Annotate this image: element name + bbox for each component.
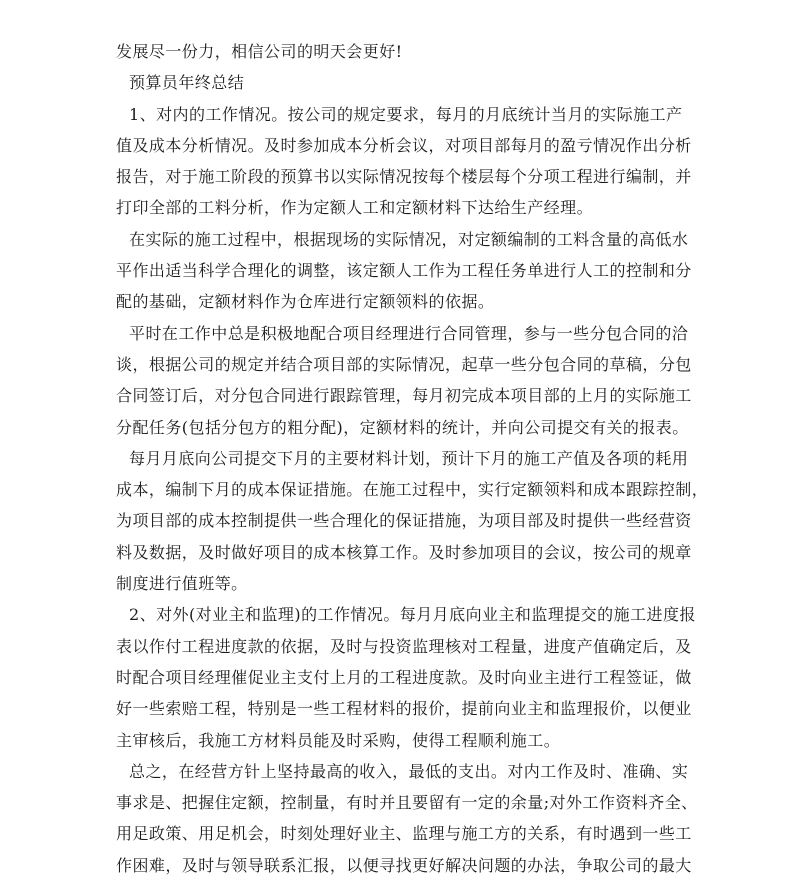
- text-line: 料及数据，及时做好项目的成本核算工作。及时参加项目的会议，按公司的规章: [116, 542, 692, 562]
- text-line: 作困难，及时与领导联系汇报，以便寻找更好解决问题的办法，争取公司的最大: [116, 855, 692, 875]
- section-title: 预算员年终总结: [129, 73, 245, 93]
- text-line: 平时在工作中总是积极地配合项目经理进行合同管理，参与一些分包合同的洽: [129, 323, 689, 343]
- text-line: 平作出适当科学合理化的调整，该定额人工作为工程任务单进行人工的控制和分: [116, 261, 692, 281]
- text-line: 为项目部的成本控制提供一些合理化的保证措施，为项目部及时提供一些经营资: [116, 511, 692, 531]
- text-line: 好一些索赔工程，特别是一些工程材料的报价，提前向业主和监理报价，以便业: [116, 699, 692, 719]
- text-line: 主审核后，我施工方材料员能及时采购，使得工程顺利施工。: [116, 730, 561, 750]
- text-line: 表以作付工程进度款的依据，及时与投资监理核对工程量，进度产值确定后，及: [116, 636, 692, 656]
- text-line: 配的基础，定额材料作为仓库进行定额领料的依据。: [116, 292, 495, 312]
- text-line: 分配任务(包括分包方的粗分配)，定额材料的统计，并向公司提交有关的报表。: [116, 417, 689, 437]
- text-line: 事求是、把握住定额，控制量，有时并且要留有一定的余量;对外工作资料齐全、: [116, 793, 698, 813]
- text-line: 2、对外(对业主和监理)的工作情况。每月月底向业主和监理提交的施工进度报: [129, 605, 696, 625]
- text-line: 时配合项目经理催促业主支付上月的工程进度款。及时向业主进行工程签证，做: [116, 667, 692, 687]
- text-line: 每月月底向公司提交下月的主要材料计划，预计下月的施工产值及各项的耗用: [129, 448, 689, 468]
- text-line: 制度进行值班等。: [116, 574, 248, 594]
- text-line: 用足政策、用足机会，时刻处理好业主、监理与施工方的关系，有时遇到一些工: [116, 824, 692, 844]
- text-line: 1、对内的工作情况。按公司的规定要求，每月的月底统计当月的实际施工产: [129, 104, 683, 124]
- text-line: 发展尽一份力，相信公司的明天会更好!: [116, 42, 403, 61]
- text-line: 打印全部的工料分析，作为定额人工和定额材料下达给生产经理。: [116, 198, 594, 218]
- text-line: 值及成本分析情况。及时参加成本分析会议，对项目部每月的盈亏情况作出分析: [116, 135, 692, 155]
- text-line: 在实际的施工过程中，根据现场的实际情况，对定额编制的工料含量的高低水: [129, 229, 689, 249]
- text-line: 合同签订后，对分包合同进行跟踪管理，每月初完成本项目部的上月的实际施工: [116, 386, 692, 406]
- text-line: 成本，编制下月的成本保证措施。在施工过程中，实行定额领料和成本跟踪控制，: [116, 480, 709, 500]
- text-line: 报告，对于施工阶段的预算书以实际情况按每个楼层每个分项工程进行编制，并: [116, 167, 692, 187]
- text-line: 谈，根据公司的规定并结合项目部的实际情况，起草一些分包合同的草稿，分包: [116, 354, 692, 374]
- text-line: 总之，在经营方针上坚持最高的收入，最低的支出。对内工作及时、准确、实: [129, 761, 689, 781]
- document-body: [116, 36, 709, 881]
